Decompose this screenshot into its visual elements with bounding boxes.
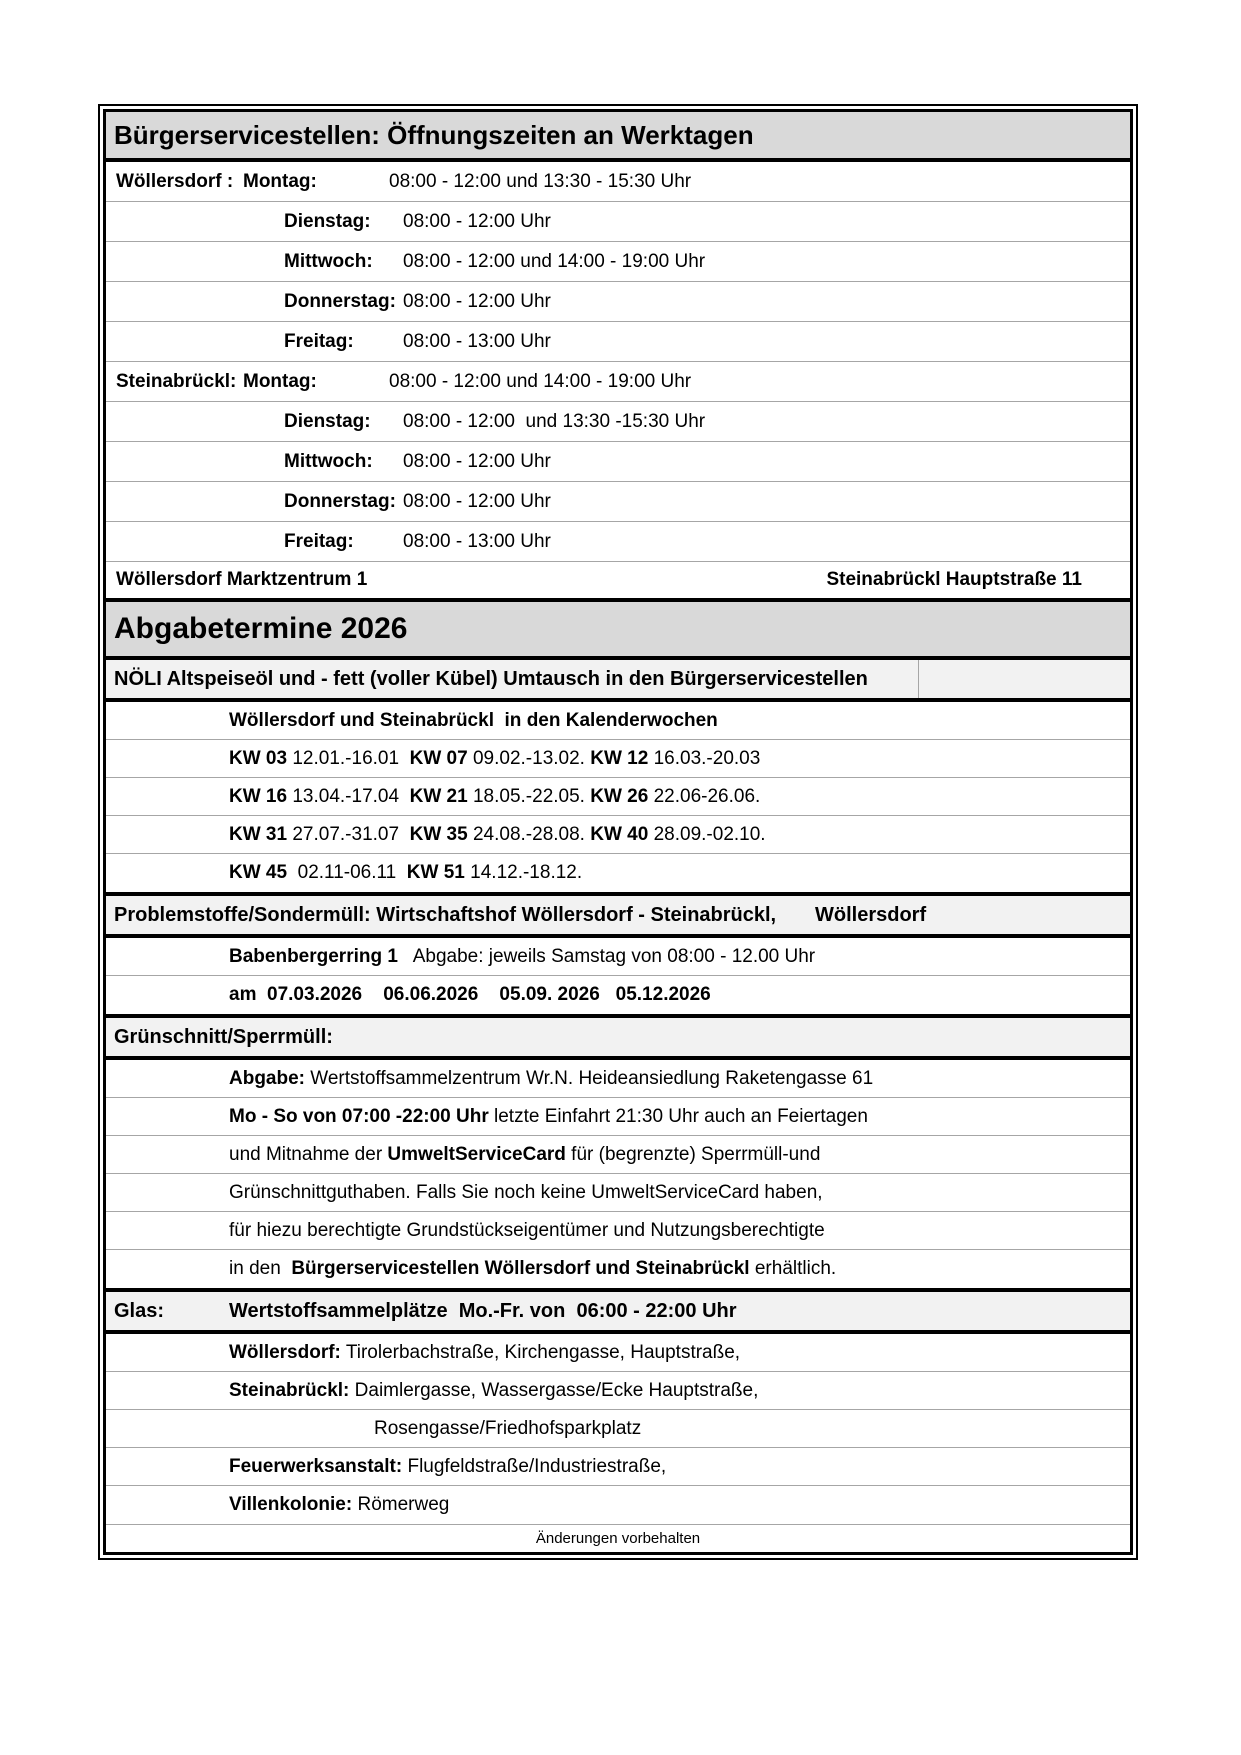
section-header-text (229, 1299, 737, 1323)
section-row-segment: KW 26 (590, 786, 649, 807)
opening-hours-row (106, 202, 1130, 242)
section-row-segment: Daimlergasse, Wassergasse/Ecke Hauptstraße, (349, 1380, 759, 1401)
opening-hours-row (106, 402, 1130, 442)
section-row-segment: UmweltServiceCard (387, 1144, 566, 1165)
section-row-segment: Tirolerbachstraße, Kirchengasse, Hauptstraße, (340, 1342, 741, 1363)
section-row-segment: KW 40 (590, 824, 649, 845)
section-row (106, 1334, 1130, 1372)
opening-hours-row (106, 162, 1130, 202)
opening-hours-title: Bürgerservicestellen: Öffnungszeiten an Werktagen (106, 112, 1130, 162)
section-row-segment: Villenkolonie: (229, 1494, 353, 1515)
main-table (103, 109, 1133, 1555)
section-header-place-label: Glas: (114, 1300, 165, 1322)
opening-hours-row (106, 522, 1130, 562)
section-row-segment: KW 31 (229, 824, 288, 845)
section-row-segment: für hiezu berechtigte Grundstückseigentümer und Nutzungsberechtigte (229, 1220, 825, 1241)
day-label: Dienstag: (284, 211, 371, 232)
section-header-gruenschnitt (106, 1014, 1130, 1060)
section-row-segment: Wertstoffsammelzentrum Wr.N. Heideansiedlung Raketengasse 61 (305, 1068, 874, 1089)
section-row-segment: Babenbergerring 1 (229, 946, 398, 967)
section-row-segment: Rosengasse/Friedhofsparkplatz (374, 1418, 642, 1439)
section-row-segment: KW 16 (229, 786, 288, 807)
section-row (106, 1448, 1130, 1486)
section-row-segment: in den (229, 1258, 292, 1279)
section-row (106, 938, 1130, 976)
section-row-segment: 22.06-26.06. (648, 786, 761, 807)
section-row-segment: KW 45 (229, 862, 288, 883)
section-row-segment: am 07.03.2026 06.06.2026 05.09. 2026 05.12.2026 (229, 984, 711, 1005)
section-row-segment: erhältlich. (749, 1258, 837, 1279)
section-row (106, 1372, 1130, 1410)
address-woellersdorf: Wöllersdorf Marktzentrum 1 (116, 569, 368, 590)
section-row (106, 854, 1130, 892)
day-label: Donnerstag: (284, 291, 396, 312)
section-header-segment: Wertstoffsammelplätze Mo.-Fr. von 06:00 - 22:00 Uhr (229, 1300, 737, 1322)
day-label: Montag: (243, 171, 317, 192)
section-row-segment: Abgabe: (229, 1068, 305, 1089)
section-row (106, 976, 1130, 1014)
opening-hours-row (106, 482, 1130, 522)
section-glas (106, 1288, 1130, 1524)
section-row-segment: Grünschnittguthaben. Falls Sie noch keine UmweltServiceCard haben, (229, 1182, 823, 1203)
abgabetermine-sections (106, 660, 1130, 1524)
section-row-segment: und Mitnahme der (229, 1144, 388, 1165)
section-row-segment: 16.03.-20.03 (648, 748, 761, 769)
time-value: 08:00 - 12:00 Uhr (403, 451, 551, 472)
section-row-segment: 14.12.-18.12. (464, 862, 583, 883)
section-row-segment: 09.02.-13.02. (467, 748, 591, 769)
section-row-segment: Steinabrückl: (229, 1380, 350, 1401)
section-row (106, 1136, 1130, 1174)
section-row-segment: 24.08.-28.08. (467, 824, 591, 845)
time-value: 08:00 - 12:00 und 13:30 -15:30 Uhr (403, 411, 706, 432)
time-value: 08:00 - 12:00 und 14:00 - 19:00 Uhr (389, 371, 692, 392)
time-value: 08:00 - 12:00 und 13:30 - 15:30 Uhr (389, 171, 692, 192)
section-row-segment: Wöllersdorf: (229, 1342, 341, 1363)
place-label: Wöllersdorf : (116, 171, 234, 192)
section-row-segment: 27.07.-31.07 (287, 824, 410, 845)
section-problemstoffe (106, 892, 1130, 1014)
day-label: Freitag: (284, 331, 354, 352)
section-header-noeli (106, 660, 1130, 702)
time-value: 08:00 - 12:00 Uhr (403, 211, 551, 232)
section-row-segment: letzte Einfahrt 21:30 Uhr auch an Feiertagen (488, 1106, 868, 1127)
section-row-segment: 18.05.-22.05. (467, 786, 591, 807)
section-row (106, 1060, 1130, 1098)
section-header-segment: Grünschnitt/Sperrmüll: (114, 1026, 333, 1048)
section-row-segment: 13.04.-17.04 (287, 786, 410, 807)
opening-hours-row (106, 282, 1130, 322)
time-value: 08:00 - 12:00 Uhr (403, 291, 551, 312)
address-steinabrueckl: Steinabrückl Hauptstraße 11 (826, 569, 1082, 590)
abgabetermine-title: Abgabetermine 2026 (106, 598, 1130, 660)
day-label: Freitag: (284, 531, 354, 552)
day-label: Dienstag: (284, 411, 371, 432)
time-value: 08:00 - 13:00 Uhr (403, 331, 551, 352)
section-header-segment: Problemstoffe/Sondermüll: Wirtschaftshof Wöllersdorf - Steinabrückl, Wöllersdorf (114, 904, 927, 926)
opening-hours-row (106, 322, 1130, 362)
section-row-segment: 02.11-06.11 (287, 862, 407, 883)
section-row (106, 1174, 1130, 1212)
section-row-segment: Feuerwerksanstalt: (229, 1456, 403, 1477)
section-header-glas (106, 1288, 1130, 1334)
main-table-frame (98, 104, 1138, 1560)
section-row (106, 778, 1130, 816)
section-row (106, 1486, 1130, 1524)
section-gruenschnitt (106, 1014, 1130, 1288)
section-row (106, 816, 1130, 854)
day-label: Mittwoch: (284, 451, 373, 472)
section-row (106, 740, 1130, 778)
section-header-segment: NÖLI Altspeiseöl und - fett (voller Kübel) Umtausch in den Bürgerservicestellen (114, 668, 868, 690)
section-row (106, 1098, 1130, 1136)
section-row (106, 1250, 1130, 1288)
place-label: Steinabrückl: (116, 371, 237, 392)
opening-hours-row (106, 362, 1130, 402)
section-row (106, 702, 1130, 740)
section-row-segment: KW 03 (229, 748, 288, 769)
section-row (106, 1212, 1130, 1250)
time-value: 08:00 - 13:00 Uhr (403, 531, 551, 552)
section-noeli (106, 660, 1130, 892)
time-value: 08:00 - 12:00 und 14:00 - 19:00 Uhr (403, 251, 706, 272)
section-row-segment: KW 35 (409, 824, 468, 845)
section-row-segment: KW 07 (409, 748, 468, 769)
address-row (106, 562, 1130, 598)
section-row-segment: Wöllersdorf und Steinabrückl in den Kalenderwochen (229, 710, 718, 731)
opening-hours-rows (106, 162, 1130, 562)
section-row-segment: Flugfeldstraße/Industriestraße, (402, 1456, 667, 1477)
section-row (106, 1410, 1130, 1448)
day-label: Mittwoch: (284, 251, 373, 272)
section-row-segment: Römerweg (352, 1494, 450, 1515)
time-value: 08:00 - 12:00 Uhr (403, 491, 551, 512)
section-row-segment: KW 21 (409, 786, 468, 807)
day-label: Montag: (243, 371, 317, 392)
opening-hours-row (106, 242, 1130, 282)
section-row-segment: Abgabe: jeweils Samstag von 08:00 - 12.00 Uhr (397, 946, 816, 967)
section-row-segment: für (begrenzte) Sperrmüll-und (565, 1144, 821, 1165)
section-row-segment: 12.01.-16.01 (287, 748, 410, 769)
section-row-segment: 28.09.-02.10. (648, 824, 766, 845)
opening-hours-row (106, 442, 1130, 482)
section-header-problemstoffe (106, 892, 1130, 938)
section-row-segment: Bürgerservicestellen Wöllersdorf und Steinabrückl (291, 1258, 750, 1279)
section-row-segment: Mo - So von 07:00 -22:00 Uhr (229, 1106, 489, 1127)
section-row-segment: KW 51 (406, 862, 465, 883)
day-label: Donnerstag: (284, 491, 396, 512)
section-row-segment: KW 12 (590, 748, 649, 769)
footer-note: Änderungen vorbehalten (106, 1524, 1130, 1552)
